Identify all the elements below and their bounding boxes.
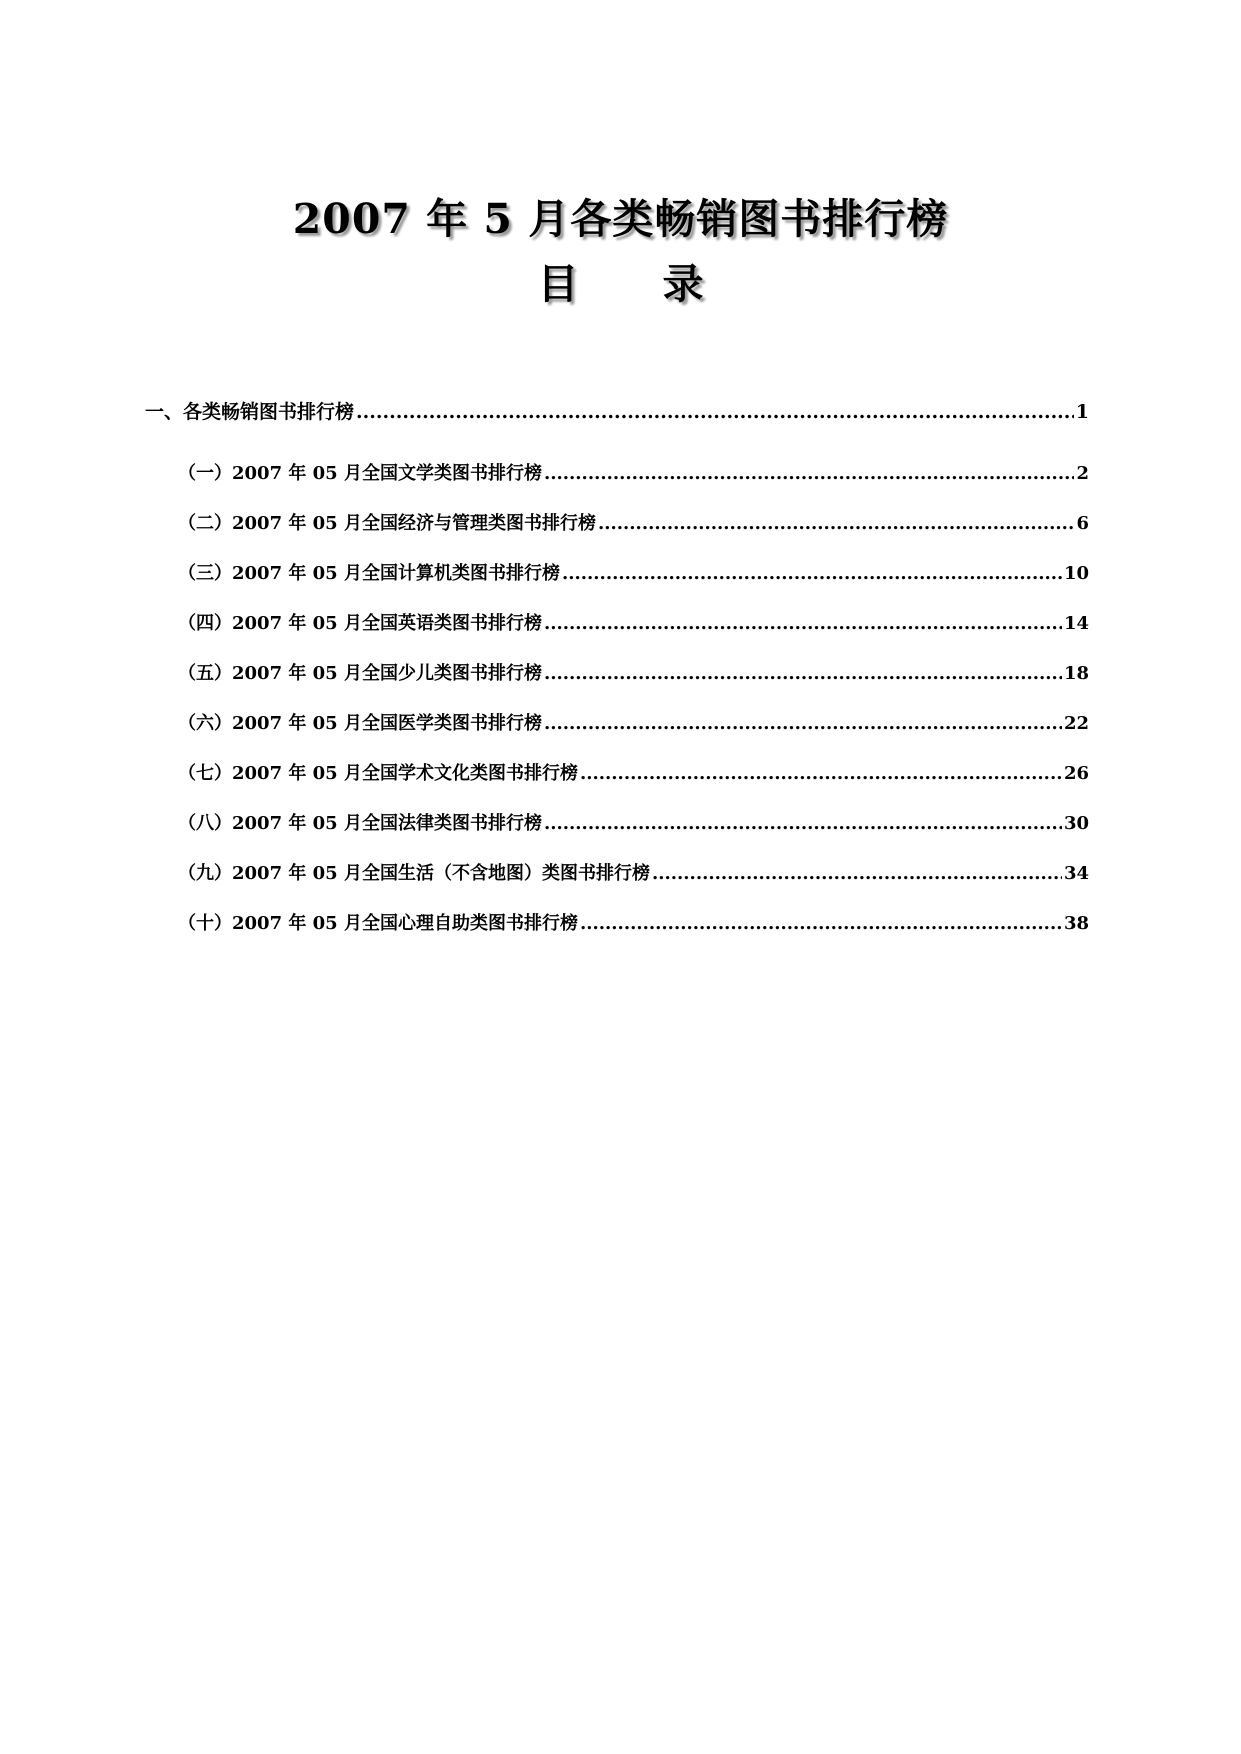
toc-entry-label: （二）2007 年 05 月全国经济与管理类图书排行榜 xyxy=(178,513,596,534)
toc-leader-dots xyxy=(544,812,1062,836)
toc-entry-page: 22 xyxy=(1063,713,1089,734)
toc-leader-dots xyxy=(544,662,1062,686)
toc-entry-page: 6 xyxy=(1076,513,1089,534)
toc-leader-dots xyxy=(544,712,1062,736)
toc-entry[interactable] xyxy=(178,562,1089,586)
toc-entry-page: 18 xyxy=(1063,663,1089,684)
toc-heading-left: 目 xyxy=(537,260,579,308)
toc-entry[interactable] xyxy=(178,662,1089,686)
toc-section-page: 1 xyxy=(1075,401,1089,423)
toc-leader-dots xyxy=(580,762,1062,786)
toc-entry[interactable] xyxy=(178,912,1089,936)
toc-leader-dots xyxy=(598,512,1075,536)
toc-leader-dots xyxy=(562,562,1062,586)
toc-entry-page: 14 xyxy=(1063,613,1089,634)
toc-entry-label: （十）2007 年 05 月全国心理自助类图书排行榜 xyxy=(178,913,578,934)
toc-entry-label: （八）2007 年 05 月全国法律类图书排行榜 xyxy=(178,813,542,834)
toc-entry[interactable] xyxy=(178,862,1089,886)
toc-entry[interactable] xyxy=(178,812,1089,836)
toc-entry-label: （三）2007 年 05 月全国计算机类图书排行榜 xyxy=(178,563,560,584)
toc-section-label: 一、各类畅销图书排行榜 xyxy=(145,401,355,423)
toc-entry-label: （四）2007 年 05 月全国英语类图书排行榜 xyxy=(178,613,542,634)
toc-entry-page: 38 xyxy=(1063,913,1089,934)
toc-entry-page: 34 xyxy=(1063,863,1089,884)
toc-leader-dots xyxy=(544,462,1075,486)
document-title: 2007 年 5 月各类畅销图书排行榜 xyxy=(292,195,949,243)
toc-entry-page: 2 xyxy=(1076,463,1089,484)
toc-entry-page: 30 xyxy=(1063,813,1089,834)
toc-entry-label: （五）2007 年 05 月全国少儿类图书排行榜 xyxy=(178,663,542,684)
toc-entry-page: 10 xyxy=(1063,563,1089,584)
toc-entry[interactable] xyxy=(178,462,1089,486)
toc-leader-dots xyxy=(580,912,1062,936)
toc-heading xyxy=(0,257,1241,311)
toc-leader-dots xyxy=(544,612,1062,636)
toc-entry-page: 26 xyxy=(1063,763,1089,784)
toc-entry[interactable] xyxy=(178,712,1089,736)
toc-leader-dots xyxy=(652,862,1062,886)
toc-entry-label: （七）2007 年 05 月全国学术文化类图书排行榜 xyxy=(178,763,578,784)
toc-section-row[interactable] xyxy=(145,400,1089,424)
toc-entry-label: （九）2007 年 05 月全国生活（不含地图）类图书排行榜 xyxy=(178,863,650,884)
toc-heading-right: 录 xyxy=(662,260,704,308)
toc-entry[interactable] xyxy=(178,512,1089,536)
toc-entry[interactable] xyxy=(178,762,1089,786)
toc-entry[interactable] xyxy=(178,612,1089,636)
toc-entry-label: （六）2007 年 05 月全国医学类图书排行榜 xyxy=(178,713,542,734)
toc-entry-label: （一）2007 年 05 月全国文学类图书排行榜 xyxy=(178,463,542,484)
toc-leader-dots xyxy=(356,400,1074,424)
